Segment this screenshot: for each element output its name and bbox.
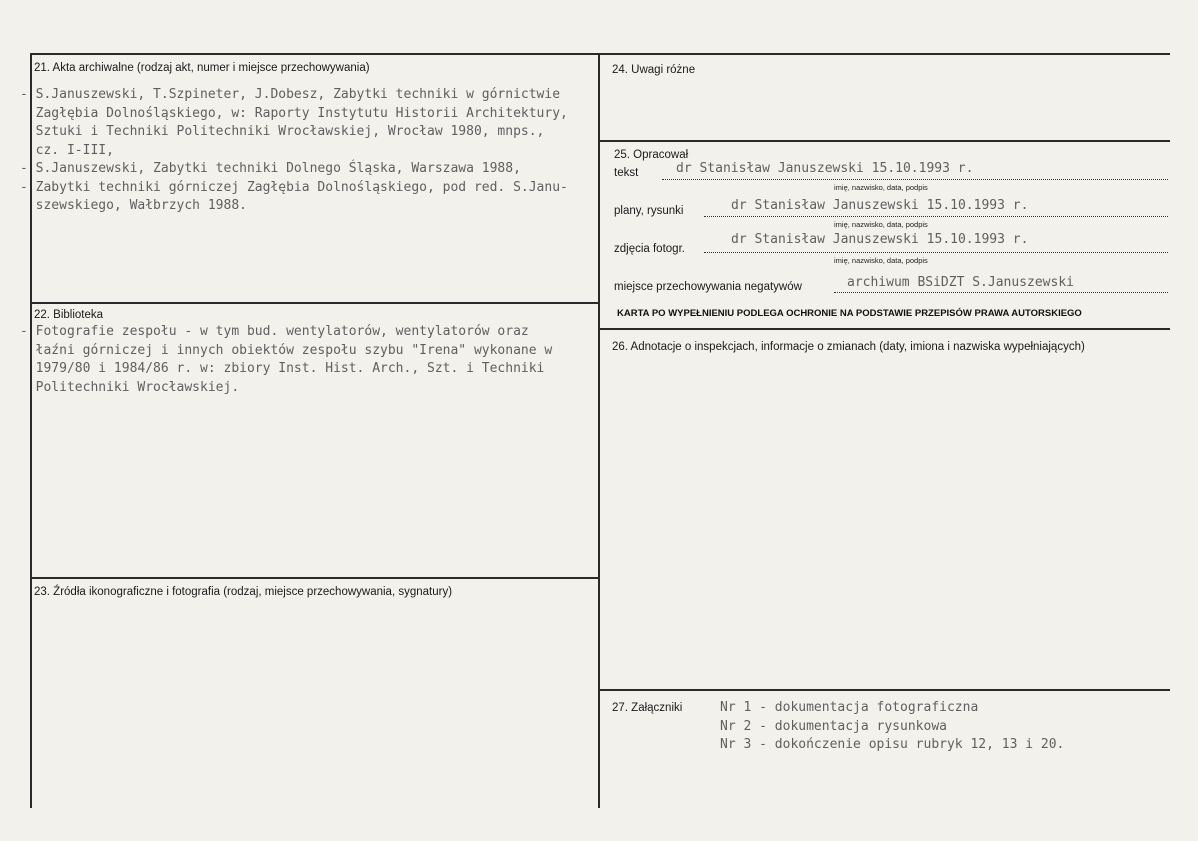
rule-21-22 xyxy=(30,302,600,304)
s21-line: cz. I-III, xyxy=(20,142,114,158)
section-22-title: 22. Biblioteka xyxy=(34,309,104,321)
s21-line: Sztuki i Techniki Politechniki Wrocławskiej, Wrocław 1980, mnps., xyxy=(20,124,545,139)
s27-line: Nr 3 - dokończenie opisu rubryk 12, 13 i 20. xyxy=(720,737,1065,752)
middle-rule xyxy=(598,53,600,808)
s27-line: Nr 1 - dokumentacja fotograficzna xyxy=(720,700,979,715)
row-tekst-value: dr Stanisław Januszewski 15.10.1993 r. xyxy=(676,161,974,176)
row-zdjecia-line xyxy=(704,252,1168,253)
row-zdjecia-hint: imię, nazwisko, data, podpis xyxy=(834,256,928,265)
s22-line: - Fotografie zespołu - w tym bud. wentylatorów, wentylatorów oraz xyxy=(20,324,529,339)
copyright-notice: KARTA PO WYPEŁNIENIU PODLEGA OCHRONIE NA PODSTAWIE PRZEPISÓW PRAWA AUTORSKIEGO xyxy=(617,308,1082,319)
rule-26-27 xyxy=(598,689,1170,691)
row-zdjecia-label: zdjęcia fotogr. xyxy=(614,243,685,255)
row-plany-label: plany, rysunki xyxy=(614,205,684,217)
section-22-content xyxy=(20,323,552,397)
section-27-title: 27. Załączniki xyxy=(612,702,683,714)
row-plany-hint: imię, nazwisko, data, podpis xyxy=(834,220,928,229)
section-25-title: 25. Opracował xyxy=(614,149,689,161)
negatives-value: archiwum BSiDZT S.Januszewski xyxy=(847,275,1074,290)
row-plany-line xyxy=(704,216,1168,217)
s22-line: 1979/80 i 1984/86 r. w: zbiory Inst. Hist. Arch., Szt. i Techniki xyxy=(20,361,545,376)
row-tekst-label: tekst xyxy=(614,167,639,179)
negatives-line xyxy=(834,292,1168,293)
s21-line: - Zabytki techniki górniczej Zagłębia Dolnośląskiego, pod red. S.Janu- xyxy=(20,179,568,195)
s21-line: - S.Januszewski, Zabytki techniki Dolnego Śląska, Warszawa 1988, xyxy=(20,161,521,176)
section-23-title: 23. Źródła ikonograficzne i fotografia (rodzaj, miejsce przechowywania, sygnatury) xyxy=(34,586,453,598)
section-21-title: 21. Akta archiwalne (rodzaj akt, numer i miejsce przechowywania) xyxy=(34,62,370,74)
negatives-label: miejsce przechowywania negatywów xyxy=(614,281,802,293)
section-21-content xyxy=(20,86,568,216)
row-zdjecia-value: dr Stanisław Januszewski 15.10.1993 r. xyxy=(731,232,1029,247)
section-24-title: 24. Uwagi różne xyxy=(612,64,696,76)
s21-line: szewskiego, Wałbrzych 1988. xyxy=(20,198,247,213)
row-tekst-line xyxy=(662,179,1168,180)
s21-line: Zagłębia Dolnośląskiego, w: Raporty Instytutu Historii Architektury, xyxy=(20,105,568,121)
s27-line: Nr 2 - dokumentacja rysunkowa xyxy=(720,718,947,734)
rule-22-23 xyxy=(30,577,600,579)
rule-25-26 xyxy=(598,328,1170,330)
section-27-content xyxy=(720,699,1064,755)
row-tekst-hint: imię, nazwisko, data, podpis xyxy=(834,183,928,192)
s21-line: - S.Januszewski, T.Szpineter, J.Dobesz, Zabytki techniki w górnictwie xyxy=(20,87,561,102)
section-26-title: 26. Adnotacje o inspekcjach, informacje o zmianach (daty, imiona i nazwiska wypełniających) xyxy=(612,341,1085,353)
row-plany-value: dr Stanisław Januszewski 15.10.1993 r. xyxy=(731,198,1029,213)
rule-24-25 xyxy=(598,140,1170,142)
s22-line: łaźni górniczej i innych obiektów zespołu szybu "Irena" wykonane w xyxy=(20,342,553,358)
top-rule xyxy=(30,53,1170,55)
s22-line: Politechniki Wrocławskiej. xyxy=(20,379,240,395)
